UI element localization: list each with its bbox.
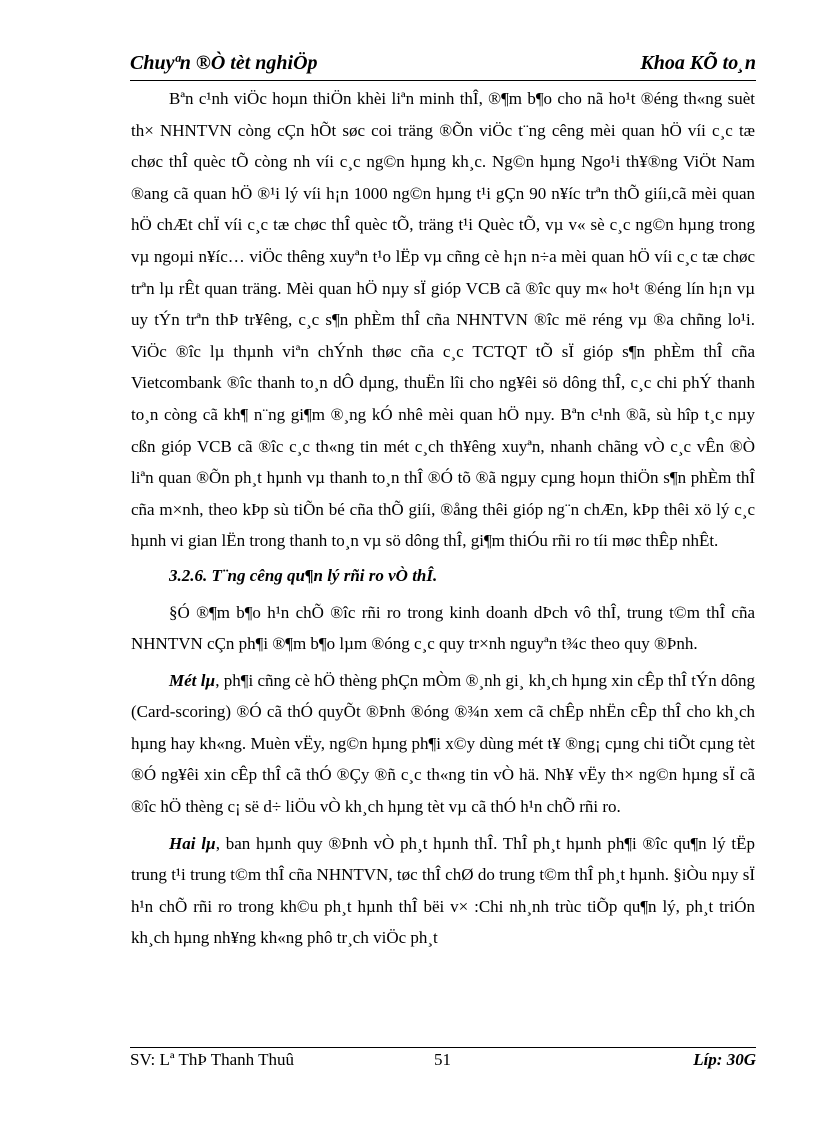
paragraph-text: , ban hµnh quy ®Þnh vÒ ph¸t hµnh thÎ. ThÎ ph¸t hµnh ph¶i ®îc qu¶n lý tËp trung t¹i trung t©m thÎ cña NHNTVN, tøc thÎ chØ do trung t©m thÎ ph¸t hµnh. §iÒu nµy sÏ h¹n chÕ rñi ro trong kh©u ph¸t hµnh thÎ bëi v× :Chi nh¸nh trùc tiÕp qu¶n lý, ph¸t triÓn kh¸ch hµng nh¥ng kh«ng phô tr¸ch viÖc ph¸t [131, 833, 755, 948]
page-header [130, 52, 756, 82]
paragraph-lead: Hai lµ [169, 833, 216, 853]
paragraph-text: , ph¶i cñng cè hÖ thèng phÇn mÒm ®¸nh gi¸ kh¸ch hµng xin cÊp thÎ tÝn dông (Card-scoring) ®Ó cã thÓ quyÕt ®Þnh ®óng ®¾n xem cã chÊp nhËn cÊp thÎ cho kh¸ch hµng hay kh«ng. Muèn vËy, ng©n hµng ph¶i x©y dùng mét t¥ ®ng¡ cµng chi tiÕt cµng tèt ®Ó ng¥êi xin cÊp thÎ cã thÓ ®Çy ®ñ c¸c th«ng tin vÒ hä. Nh¥ vËy th× ng©n hµng sÏ cã ®îc hÖ thèng c¡ së d÷ liÖu vÒ kh¸ch hµng tèt vµ cã thÓ h¹n chÕ rñi ro. [131, 670, 756, 817]
header-department: Khoa KÕ to¸n [640, 52, 756, 74]
page-number: 51 [434, 1050, 451, 1069]
paragraph-text: §Ó ®¶m b¶o h¹n chÕ ®îc rñi ro trong kinh doanh dÞch vô thÎ, trung t©m thÎ cña NHNTVN cÇn ph¶i ®¶m b¶o lµm ®óng c¸c quy tr×nh nguyªn t¾c theo quy ®Þnh. [131, 602, 755, 654]
document-body [131, 83, 755, 954]
footer-author: SV: Lª ThÞ Thanh Thuû [130, 1050, 294, 1069]
paragraph [131, 828, 755, 954]
page-footer [130, 1050, 756, 1076]
footer-divider [130, 1047, 756, 1048]
section-heading [131, 560, 755, 592]
paragraph [131, 597, 755, 660]
header-title: Chuyªn ®Ò tèt nghiÖp [130, 52, 318, 74]
paragraph-lead: Mét lµ [169, 670, 216, 690]
paragraph [131, 83, 755, 557]
paragraph-text: Bªn c¹nh viÖc hoµn thiÖn khèi liªn minh thÎ, ®¶m b¶o cho nã ho¹t ®éng th«ng suèt th× NHNTVN còng cÇn hÕt søc coi träng ®Õn viÖc t¨ng cêng mèi quan hÖ víi c¸c tæ chøc thÎ quèc tÕ còng nh víi c¸c ng©n hµng kh¸c. Ng©n hµng Ngo¹i th¥®ng ViÖt Nam ®ang cã quan hÖ ®¹i lý víi h¡n 1000 ng©n hµng t¹i gÇn 90 n¥íc trªn thÕ giíi,cã mèi quan hÖ chÆt chÏ víi c¸c tæ chøc thÎ quèc tÕ, träng t¹i Quèc tÕ, vµ v« sè c¸c ng©n hµng trong vµ ngoµi n¥íc… viÖc thêng xuyªn t¹o lËp vµ cñng cè h¡n n÷a mèi quan hÖ víi c¸c tæ chøc trªn lµ rÊt quan träng. Mèi quan hÖ nµy sÏ gióp VCB cã ®îc quy m« ho¹t ®éng lín h¡n vµ uy tÝn trªn thÞ tr¥êng, c¸c s¶n phÈm thÎ cña NHNTVN ®îc më réng vµ ®a chñng lo¹i. ViÖc ®îc lµ thµnh viªn chÝnh thøc cña c¸c TCTQT tÕ sÏ gióp s¶n phÈm thÎ cña Vietcombank ®îc thanh to¸n dÔ dµng, thuËn lîi cho ng¥êi sö dông thÎ, c¸c chi phÝ thanh to¸n còng cã kh¶ n¨ng gi¶m ®¸ng kÓ nhê mèi quan hÖ nµy. Bªn c¹nh ®ã, sù hîp t¸c nµy cßn gióp VCB cã ®îc c¸c th«ng tin mét c¸ch th¥êng xuyªn, nhanh chãng vÒ c¸c vÊn ®Ò liªn quan ®Õn ph¸t hµnh vµ thanh to¸n thÎ ®Ó tõ ®ã ngµy cµng hoµn thiÖn s¶n phÈm thÎ cña m×nh, theo kÞp sù tiÕn bé cña thÕ giíi, ®ång thêi gióp ng¨n chÆn, kÞp thêi xö lý c¸c hµnh vi gian lËn trong thanh to¸n vµ sö dông thÎ, gi¶m thiÓu rñi ro tíi møc thÊp nhÊt. [131, 89, 755, 551]
section-heading-text: 3.2.6. T¨ng cêng qu¶n lý rñi ro vÒ thÎ. [169, 565, 438, 585]
header-divider [130, 80, 756, 81]
paragraph [131, 665, 755, 823]
footer-class: Líp: 30G [693, 1050, 756, 1069]
